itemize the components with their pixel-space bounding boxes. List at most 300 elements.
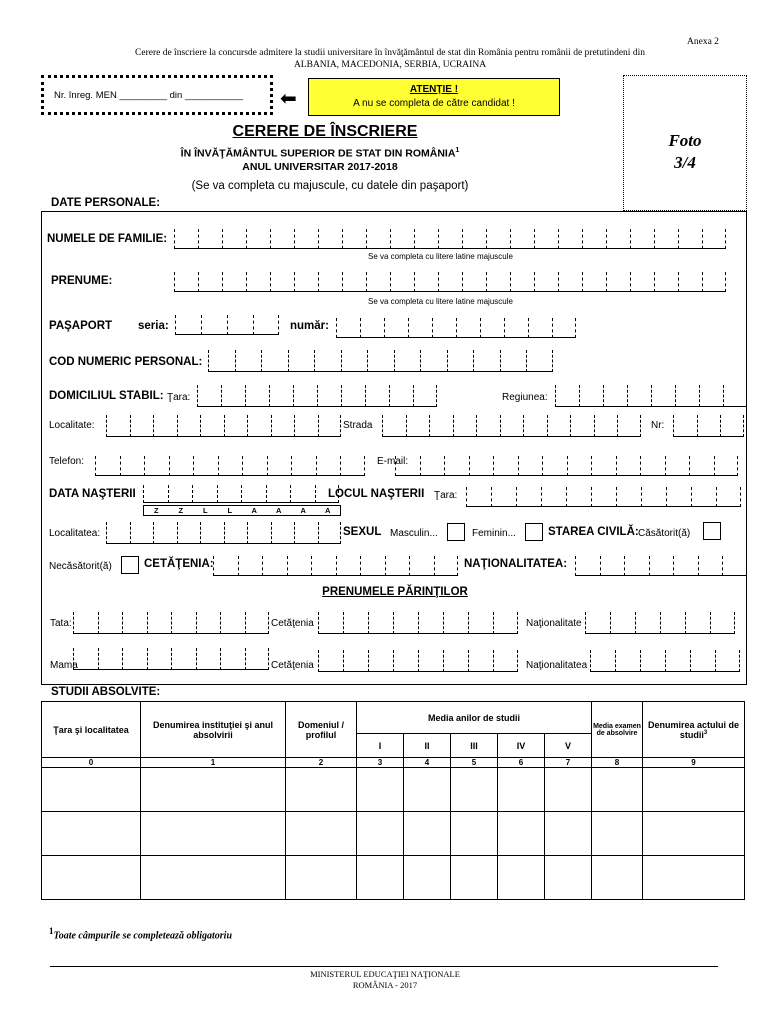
char-box[interactable]: [420, 456, 445, 476]
char-box[interactable]: [253, 315, 279, 335]
char-box[interactable]: [528, 318, 552, 338]
char-box[interactable]: [660, 612, 685, 634]
citizenship-input[interactable]: [213, 556, 458, 576]
table-cell[interactable]: [141, 856, 286, 900]
char-box[interactable]: [534, 272, 558, 292]
char-box[interactable]: [218, 456, 243, 476]
char-box[interactable]: [615, 650, 640, 672]
char-box[interactable]: [294, 229, 318, 249]
char-box[interactable]: [98, 648, 123, 670]
char-box[interactable]: [318, 415, 342, 437]
char-box[interactable]: [318, 650, 343, 672]
char-box[interactable]: [720, 415, 744, 437]
char-box[interactable]: [691, 487, 716, 507]
surname-input[interactable]: [174, 229, 726, 249]
char-box[interactable]: [153, 415, 177, 437]
char-box[interactable]: [591, 487, 616, 507]
table-cell[interactable]: [141, 812, 286, 856]
char-box[interactable]: [393, 650, 418, 672]
char-box[interactable]: [516, 487, 541, 507]
char-box[interactable]: [246, 272, 270, 292]
char-box[interactable]: [716, 487, 741, 507]
char-box[interactable]: [466, 487, 491, 507]
table-cell[interactable]: [404, 768, 451, 812]
char-box[interactable]: [579, 385, 603, 407]
char-box[interactable]: [414, 229, 438, 249]
char-box[interactable]: [468, 650, 493, 672]
char-box[interactable]: [585, 612, 610, 634]
char-box[interactable]: [201, 315, 227, 335]
char-box[interactable]: [120, 456, 145, 476]
char-box[interactable]: [311, 556, 336, 576]
char-box[interactable]: [342, 272, 366, 292]
nationality-input[interactable]: [575, 556, 747, 576]
char-box[interactable]: [220, 648, 245, 670]
char-box[interactable]: [567, 456, 592, 476]
char-box[interactable]: [317, 385, 341, 407]
domicile-country-input[interactable]: [197, 385, 437, 407]
char-box[interactable]: [486, 272, 510, 292]
char-box[interactable]: [169, 456, 194, 476]
char-box[interactable]: [555, 385, 579, 407]
phone-input[interactable]: [95, 456, 365, 476]
char-box[interactable]: [552, 318, 576, 338]
char-box[interactable]: [685, 612, 710, 634]
photo-size: 3/4: [674, 153, 696, 172]
char-box[interactable]: [640, 650, 665, 672]
unmarried-checkbox[interactable]: [121, 556, 139, 574]
char-box[interactable]: [438, 272, 462, 292]
char-box[interactable]: [590, 650, 615, 672]
table-cell[interactable]: [643, 812, 745, 856]
char-box[interactable]: [462, 229, 486, 249]
char-box[interactable]: [429, 415, 453, 437]
birthdate-input[interactable]: [143, 485, 339, 503]
char-box[interactable]: [606, 229, 630, 249]
char-box[interactable]: [316, 456, 341, 476]
char-box[interactable]: [510, 272, 534, 292]
passport-number-input[interactable]: [336, 318, 576, 338]
char-box[interactable]: [473, 350, 500, 372]
char-box[interactable]: [641, 487, 666, 507]
char-box[interactable]: [635, 612, 660, 634]
char-box[interactable]: [409, 556, 434, 576]
char-box[interactable]: [73, 612, 98, 634]
char-box[interactable]: [269, 385, 293, 407]
char-box[interactable]: [198, 229, 222, 249]
char-box[interactable]: [385, 556, 410, 576]
table-cell[interactable]: [545, 856, 592, 900]
char-box[interactable]: [382, 415, 406, 437]
char-box[interactable]: [394, 350, 421, 372]
table-cell[interactable]: [545, 812, 592, 856]
char-box[interactable]: [468, 612, 493, 634]
surname-hint: Se va completa cu litere latine majuscule: [368, 252, 513, 261]
char-box[interactable]: [518, 456, 543, 476]
table-cell[interactable]: [357, 812, 404, 856]
char-box[interactable]: [493, 612, 518, 634]
father-citizenship-input[interactable]: [318, 612, 518, 634]
char-box[interactable]: [290, 485, 315, 503]
char-box[interactable]: [384, 318, 408, 338]
char-box[interactable]: [493, 650, 518, 672]
char-box[interactable]: [342, 229, 366, 249]
char-box[interactable]: [318, 522, 342, 544]
char-box[interactable]: [242, 456, 267, 476]
char-box[interactable]: [106, 415, 130, 437]
firstname-hint: Se va completa cu litere latine majuscule: [368, 297, 513, 306]
char-box[interactable]: [270, 272, 294, 292]
char-box[interactable]: [261, 350, 288, 372]
father-citizenship-label: Cetăţenia: [271, 618, 314, 629]
char-box[interactable]: [408, 318, 432, 338]
surname-label: NUMELE DE FAMILIE:: [47, 233, 168, 245]
char-box[interactable]: [368, 612, 393, 634]
char-box[interactable]: [171, 648, 196, 670]
char-box[interactable]: [73, 648, 98, 670]
char-box[interactable]: [287, 556, 312, 576]
char-box[interactable]: [617, 415, 641, 437]
char-box[interactable]: [147, 612, 172, 634]
sex-female-checkbox[interactable]: [525, 523, 543, 541]
char-box[interactable]: [414, 272, 438, 292]
char-box[interactable]: [198, 272, 222, 292]
char-box[interactable]: [566, 487, 591, 507]
char-box[interactable]: [122, 612, 147, 634]
char-box[interactable]: [318, 229, 342, 249]
table-cell[interactable]: [643, 768, 745, 812]
char-box[interactable]: [699, 385, 723, 407]
char-box[interactable]: [443, 612, 468, 634]
char-box[interactable]: [413, 385, 437, 407]
table-cell[interactable]: [643, 856, 745, 900]
char-box[interactable]: [341, 350, 368, 372]
char-box[interactable]: [500, 350, 527, 372]
char-box[interactable]: [432, 318, 456, 338]
table-cell[interactable]: [42, 856, 141, 900]
char-box[interactable]: [196, 648, 221, 670]
char-box[interactable]: [177, 522, 201, 544]
table-cell[interactable]: [286, 856, 357, 900]
father-nationality-label: Naţionalitate: [526, 618, 582, 629]
char-box[interactable]: [443, 650, 468, 672]
char-box[interactable]: [98, 612, 123, 634]
char-box[interactable]: [493, 456, 518, 476]
char-box[interactable]: [558, 229, 582, 249]
char-box[interactable]: [174, 272, 198, 292]
char-box[interactable]: [366, 229, 390, 249]
birthplace-country-input[interactable]: [466, 487, 741, 507]
footer-country: ROMÂNIA - 2017: [352, 980, 418, 990]
char-box[interactable]: [547, 415, 571, 437]
char-box[interactable]: [510, 229, 534, 249]
char-box[interactable]: [698, 556, 723, 576]
mother-name-input[interactable]: [73, 648, 269, 670]
char-box[interactable]: [340, 456, 365, 476]
char-box[interactable]: [196, 612, 221, 634]
char-box[interactable]: [390, 229, 414, 249]
married-checkbox[interactable]: [703, 522, 721, 540]
char-box[interactable]: [247, 415, 271, 437]
char-box[interactable]: [534, 229, 558, 249]
char-box[interactable]: [106, 522, 130, 544]
char-box[interactable]: [224, 522, 248, 544]
char-box[interactable]: [542, 456, 567, 476]
date-format-letter: Z: [178, 506, 184, 515]
char-box[interactable]: [444, 456, 469, 476]
table-cell[interactable]: [357, 856, 404, 900]
char-box[interactable]: [722, 556, 747, 576]
char-box[interactable]: [222, 272, 246, 292]
char-box[interactable]: [227, 315, 253, 335]
char-box[interactable]: [360, 318, 384, 338]
char-box[interactable]: [336, 318, 360, 338]
passport-series-input[interactable]: [175, 315, 279, 335]
char-box[interactable]: [213, 556, 238, 576]
table-cell[interactable]: [451, 856, 498, 900]
char-box[interactable]: [270, 229, 294, 249]
char-box[interactable]: [627, 385, 651, 407]
char-box[interactable]: [476, 415, 500, 437]
char-box[interactable]: [193, 456, 218, 476]
char-box[interactable]: [434, 556, 459, 576]
table-cell[interactable]: [498, 812, 545, 856]
table-cell[interactable]: [592, 768, 643, 812]
char-box[interactable]: [491, 487, 516, 507]
char-box[interactable]: [616, 456, 641, 476]
char-box[interactable]: [389, 385, 413, 407]
char-box[interactable]: [208, 350, 235, 372]
char-box[interactable]: [241, 485, 266, 503]
char-box[interactable]: [697, 415, 721, 437]
table-cell[interactable]: [357, 768, 404, 812]
char-box[interactable]: [168, 485, 193, 503]
table-cell[interactable]: [404, 856, 451, 900]
table-cell[interactable]: [42, 768, 141, 812]
char-box[interactable]: [246, 229, 270, 249]
char-box[interactable]: [606, 272, 630, 292]
char-box[interactable]: [447, 350, 474, 372]
char-box[interactable]: [418, 650, 443, 672]
char-box[interactable]: [630, 272, 654, 292]
char-box[interactable]: [666, 487, 691, 507]
char-box[interactable]: [640, 456, 665, 476]
table-cell[interactable]: [404, 812, 451, 856]
char-box[interactable]: [221, 385, 245, 407]
char-box[interactable]: [367, 350, 394, 372]
char-box[interactable]: [418, 612, 443, 634]
char-box[interactable]: [673, 556, 698, 576]
char-box[interactable]: [174, 229, 198, 249]
char-box[interactable]: [526, 350, 553, 372]
char-box[interactable]: [238, 556, 263, 576]
char-box[interactable]: [678, 272, 702, 292]
char-box[interactable]: [365, 385, 389, 407]
street-number-input[interactable]: [673, 415, 744, 437]
char-box[interactable]: [245, 385, 269, 407]
char-box[interactable]: [649, 556, 674, 576]
char-box[interactable]: [192, 485, 217, 503]
street-input[interactable]: [382, 415, 641, 437]
char-box[interactable]: [702, 229, 726, 249]
table-cell[interactable]: [451, 812, 498, 856]
char-box[interactable]: [690, 650, 715, 672]
char-box[interactable]: [600, 556, 625, 576]
char-box[interactable]: [675, 385, 699, 407]
char-box[interactable]: [294, 522, 318, 544]
char-box[interactable]: [486, 229, 510, 249]
char-box[interactable]: [318, 272, 342, 292]
char-box[interactable]: [175, 315, 201, 335]
char-box[interactable]: [582, 272, 606, 292]
char-box[interactable]: [291, 456, 316, 476]
birth-locality-input[interactable]: [106, 522, 341, 544]
char-box[interactable]: [343, 650, 368, 672]
char-box[interactable]: [715, 650, 740, 672]
char-box[interactable]: [293, 385, 317, 407]
father-nationality-input[interactable]: [585, 612, 735, 634]
father-name-input[interactable]: [73, 612, 269, 634]
table-cell[interactable]: [592, 856, 643, 900]
char-box[interactable]: [710, 612, 735, 634]
char-box[interactable]: [314, 350, 341, 372]
char-box[interactable]: [541, 487, 566, 507]
char-box[interactable]: [266, 485, 291, 503]
locality-input[interactable]: [106, 415, 341, 437]
char-box[interactable]: [390, 272, 414, 292]
sex-male-checkbox[interactable]: [447, 523, 465, 541]
char-box[interactable]: [702, 272, 726, 292]
char-box[interactable]: [200, 522, 224, 544]
table-cell[interactable]: [286, 768, 357, 812]
char-box[interactable]: [267, 456, 292, 476]
char-box[interactable]: [235, 350, 262, 372]
char-box[interactable]: [177, 415, 201, 437]
char-box[interactable]: [130, 415, 154, 437]
char-box[interactable]: [294, 415, 318, 437]
char-box[interactable]: [271, 415, 295, 437]
table-cell[interactable]: [42, 812, 141, 856]
char-box[interactable]: [341, 385, 365, 407]
char-box[interactable]: [654, 272, 678, 292]
char-box[interactable]: [570, 415, 594, 437]
char-box[interactable]: [222, 229, 246, 249]
table-cell[interactable]: [498, 856, 545, 900]
char-box[interactable]: [438, 229, 462, 249]
char-box[interactable]: [318, 612, 343, 634]
char-box[interactable]: [462, 272, 486, 292]
char-box[interactable]: [95, 456, 120, 476]
char-box[interactable]: [130, 522, 154, 544]
char-box[interactable]: [689, 456, 714, 476]
mother-citizenship-input[interactable]: [318, 650, 518, 672]
char-box[interactable]: [247, 522, 271, 544]
char-box[interactable]: [200, 415, 224, 437]
col-year-2-header: II: [404, 734, 451, 758]
char-box[interactable]: [630, 229, 654, 249]
char-box[interactable]: [665, 456, 690, 476]
char-box[interactable]: [575, 556, 600, 576]
char-box[interactable]: [147, 648, 172, 670]
char-box[interactable]: [582, 229, 606, 249]
char-box[interactable]: [395, 456, 420, 476]
char-box[interactable]: [673, 415, 697, 437]
char-box[interactable]: [343, 612, 368, 634]
char-box[interactable]: [406, 415, 430, 437]
char-box[interactable]: [610, 612, 635, 634]
mother-nationality-input[interactable]: [590, 650, 740, 672]
char-box[interactable]: [723, 385, 747, 407]
char-box[interactable]: [594, 415, 618, 437]
char-box[interactable]: [144, 456, 169, 476]
char-box[interactable]: [245, 612, 270, 634]
char-box[interactable]: [480, 318, 504, 338]
char-box[interactable]: [651, 385, 675, 407]
char-box[interactable]: [603, 385, 627, 407]
char-box[interactable]: [197, 385, 221, 407]
char-box[interactable]: [336, 556, 361, 576]
char-box[interactable]: [220, 612, 245, 634]
form-title: CERERE DE ÎNSCRIERE: [232, 123, 418, 140]
char-box[interactable]: [504, 318, 528, 338]
char-box[interactable]: [360, 556, 385, 576]
char-box[interactable]: [678, 229, 702, 249]
char-box[interactable]: [558, 272, 582, 292]
char-box[interactable]: [665, 650, 690, 672]
char-box[interactable]: [366, 272, 390, 292]
footnote-number: 1: [49, 926, 54, 936]
firstname-input[interactable]: [174, 272, 726, 292]
char-box[interactable]: [262, 556, 287, 576]
char-box[interactable]: [171, 612, 196, 634]
char-box[interactable]: [245, 648, 270, 670]
char-box[interactable]: [714, 456, 739, 476]
table-cell[interactable]: [141, 768, 286, 812]
char-box[interactable]: [624, 556, 649, 576]
table-cell[interactable]: [451, 768, 498, 812]
form-subtitle-1: [150, 147, 490, 160]
cnp-input[interactable]: [208, 350, 553, 372]
char-box[interactable]: [469, 456, 494, 476]
char-box[interactable]: [294, 272, 318, 292]
domicile-region-input[interactable]: [555, 385, 747, 407]
char-box[interactable]: [456, 318, 480, 338]
char-box[interactable]: [616, 487, 641, 507]
char-box[interactable]: [217, 485, 242, 503]
char-box[interactable]: [420, 350, 447, 372]
char-box[interactable]: [143, 485, 168, 503]
table-cell[interactable]: [498, 768, 545, 812]
col-media-header: Media anilor de studii: [357, 702, 592, 734]
table-cell[interactable]: [592, 812, 643, 856]
char-box[interactable]: [393, 612, 418, 634]
char-box[interactable]: [122, 648, 147, 670]
char-box[interactable]: [453, 415, 477, 437]
email-input[interactable]: [395, 456, 738, 476]
char-box[interactable]: [153, 522, 177, 544]
char-box[interactable]: [654, 229, 678, 249]
char-box[interactable]: [288, 350, 315, 372]
char-box[interactable]: [523, 415, 547, 437]
char-box[interactable]: [271, 522, 295, 544]
table-cell[interactable]: [286, 812, 357, 856]
char-box[interactable]: [368, 650, 393, 672]
table-cell[interactable]: [545, 768, 592, 812]
footnote-text: Toate câmpurile se completează obligatoriu: [53, 930, 233, 942]
char-box[interactable]: [500, 415, 524, 437]
char-box[interactable]: [591, 456, 616, 476]
char-box[interactable]: [224, 415, 248, 437]
